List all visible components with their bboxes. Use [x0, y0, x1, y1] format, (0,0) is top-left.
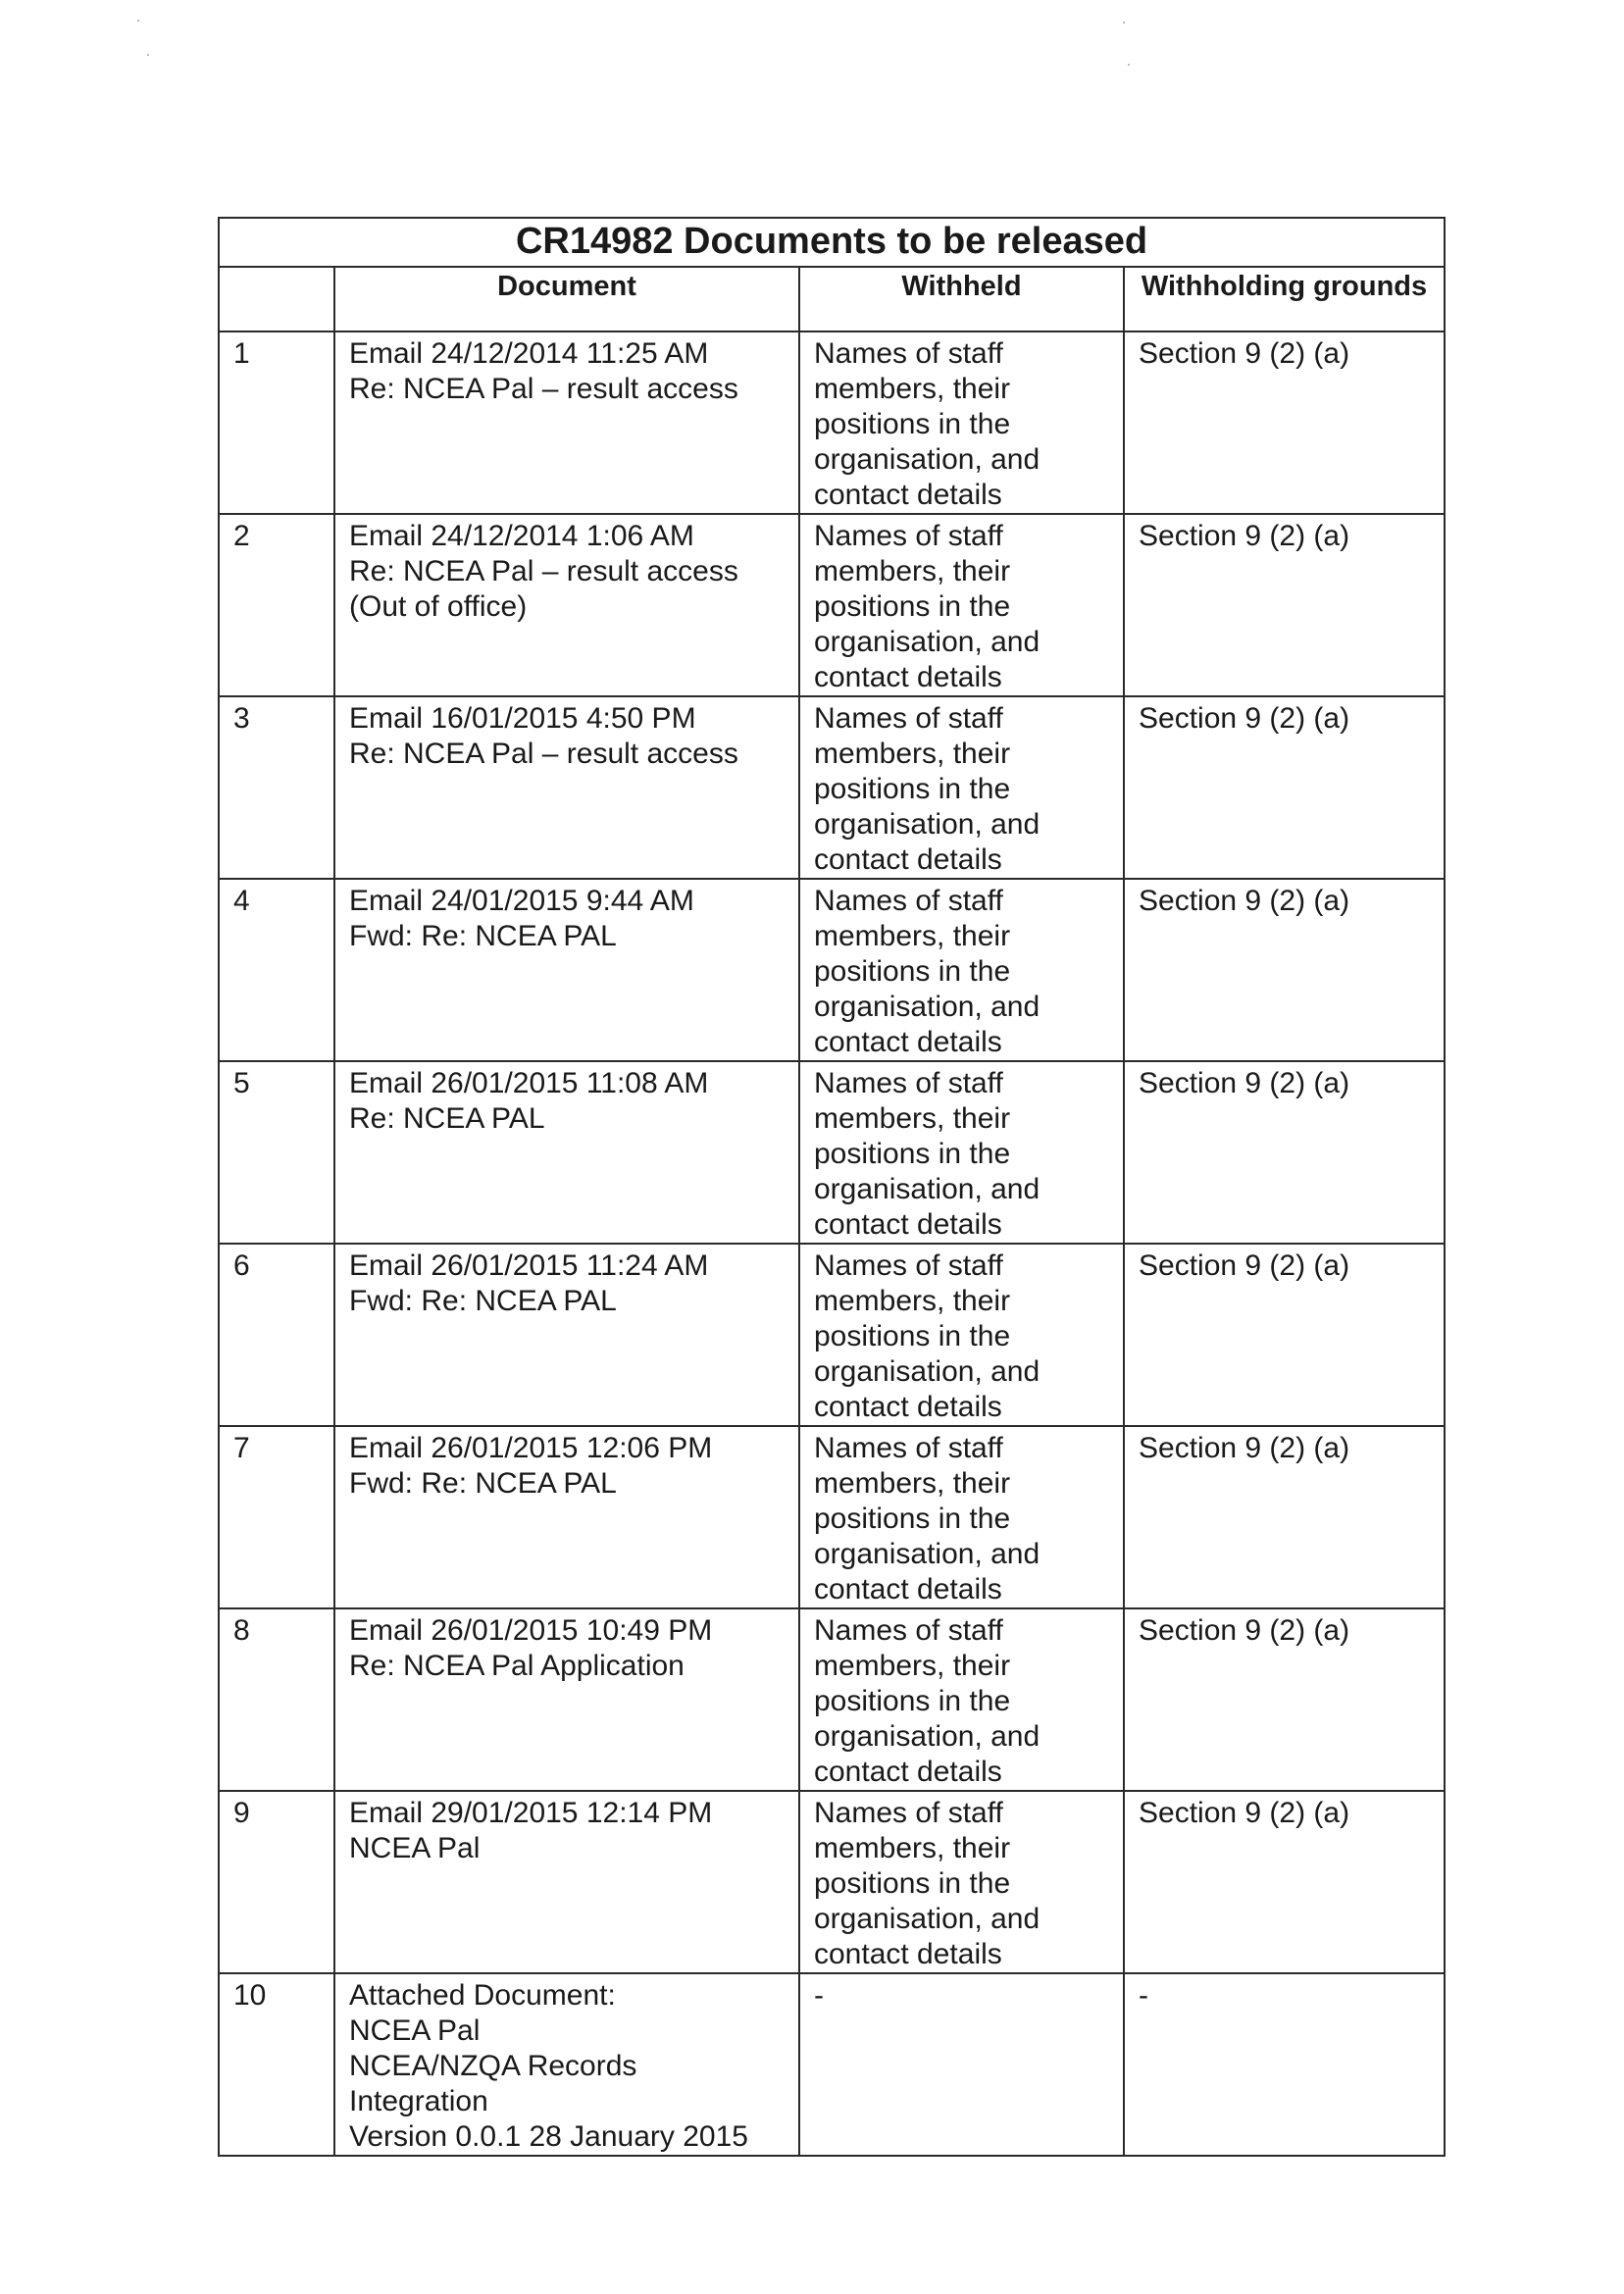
document-cell	[334, 1426, 799, 1608]
withheld-line: positions in the	[814, 1138, 1011, 1170]
withheld-line: organisation, and	[814, 808, 1040, 841]
row-number: 4	[219, 879, 334, 1061]
withheld-line: positions in the	[814, 955, 1011, 988]
row-number: 5	[219, 1061, 334, 1244]
withheld-line: organisation, and	[814, 1538, 1040, 1570]
withheld-line: positions in the	[814, 1867, 1011, 1900]
withheld-line: Names of staff	[814, 702, 1003, 735]
document-line: Email 24/01/2015 9:44 AM	[349, 885, 694, 917]
row-number: 9	[219, 1791, 334, 1973]
grounds-cell: Section 9 (2) (a)	[1124, 879, 1445, 1061]
withheld-line: members, their	[814, 1467, 1011, 1500]
withheld-line: organisation, and	[814, 443, 1040, 476]
withheld-cell	[799, 1791, 1124, 1973]
table-row	[219, 1608, 1445, 1791]
withheld-line: Names of staff	[814, 1797, 1003, 1829]
scan-speck	[137, 20, 139, 22]
row-number: 3	[219, 696, 334, 879]
header-withheld: Withheld	[799, 267, 1124, 331]
withheld-line: contact details	[814, 1573, 1002, 1606]
grounds-cell: Section 9 (2) (a)	[1124, 696, 1445, 879]
withheld-line: contact details	[814, 1208, 1002, 1241]
withheld-line: Names of staff	[814, 1249, 1003, 1282]
withheld-line: Names of staff	[814, 1067, 1003, 1099]
withheld-line: members, their	[814, 738, 1011, 770]
withheld-line: organisation, and	[814, 1903, 1040, 1935]
withheld-line: -	[814, 1979, 824, 2012]
table-row	[219, 331, 1445, 514]
document-line: NCEA Pal	[349, 1832, 481, 1864]
document-line: Email 29/01/2015 12:14 PM	[349, 1797, 713, 1829]
table-row	[219, 1426, 1445, 1608]
document-cell	[334, 1061, 799, 1244]
document-cell	[334, 1791, 799, 1973]
header-number	[219, 267, 334, 331]
withheld-line: contact details	[814, 843, 1002, 876]
withheld-line: members, their	[814, 373, 1011, 405]
document-cell	[334, 1608, 799, 1791]
grounds-cell: Section 9 (2) (a)	[1124, 1426, 1445, 1608]
document-line: Email 24/12/2014 1:06 AM	[349, 520, 694, 552]
withheld-cell	[799, 1244, 1124, 1426]
document-line: Re: NCEA Pal – result access	[349, 738, 738, 770]
document-line: Version 0.0.1 28 January 2015	[349, 2120, 748, 2153]
scan-speck	[1128, 64, 1130, 66]
grounds-cell: Section 9 (2) (a)	[1124, 1061, 1445, 1244]
document-line: NCEA Pal	[349, 2014, 481, 2047]
withheld-cell	[799, 1061, 1124, 1244]
document-line: Fwd: Re: NCEA PAL	[349, 1467, 617, 1500]
document-line: Attached Document:	[349, 1979, 616, 2012]
withheld-line: members, their	[814, 1650, 1011, 1682]
table-row	[219, 1061, 1445, 1244]
document-line: Re: NCEA Pal Application	[349, 1650, 685, 1682]
grounds-cell: Section 9 (2) (a)	[1124, 331, 1445, 514]
row-number: 7	[219, 1426, 334, 1608]
withheld-line: contact details	[814, 661, 1002, 693]
withheld-line: organisation, and	[814, 991, 1040, 1023]
document-cell	[334, 1973, 799, 2156]
document-cell	[334, 331, 799, 514]
withheld-line: positions in the	[814, 590, 1011, 623]
document-line: (Out of office)	[349, 590, 528, 623]
document-line: Email 26/01/2015 11:24 AM	[349, 1249, 709, 1282]
withheld-line: positions in the	[814, 1320, 1011, 1352]
withheld-cell	[799, 331, 1124, 514]
document-line: Email 24/12/2014 11:25 AM	[349, 337, 709, 370]
document-cell	[334, 879, 799, 1061]
withheld-line: contact details	[814, 479, 1002, 511]
withheld-cell	[799, 1426, 1124, 1608]
row-number: 1	[219, 331, 334, 514]
row-number: 2	[219, 514, 334, 696]
withheld-line: Names of staff	[814, 1432, 1003, 1464]
document-line: Fwd: Re: NCEA PAL	[349, 1285, 617, 1317]
document-cell	[334, 1244, 799, 1426]
grounds-cell: Section 9 (2) (a)	[1124, 1244, 1445, 1426]
withheld-line: members, their	[814, 920, 1011, 952]
scan-speck	[1123, 22, 1125, 24]
table-body	[219, 331, 1445, 2156]
withheld-line: organisation, and	[814, 1173, 1040, 1205]
grounds-cell: Section 9 (2) (a)	[1124, 1608, 1445, 1791]
table-row	[219, 1791, 1445, 1973]
header-withholding-grounds: Withholding grounds	[1124, 267, 1445, 331]
withheld-cell	[799, 1608, 1124, 1791]
withheld-cell	[799, 514, 1124, 696]
withheld-line: contact details	[814, 1026, 1002, 1058]
grounds-cell: Section 9 (2) (a)	[1124, 1791, 1445, 1973]
withheld-line: members, their	[814, 555, 1011, 587]
withheld-line: Names of staff	[814, 337, 1003, 370]
withheld-line: contact details	[814, 1756, 1002, 1788]
document-line: Fwd: Re: NCEA PAL	[349, 920, 617, 952]
withheld-cell	[799, 696, 1124, 879]
withheld-line: members, their	[814, 1832, 1011, 1864]
withheld-line: members, their	[814, 1102, 1011, 1135]
document-line: Email 26/01/2015 10:49 PM	[349, 1614, 713, 1647]
withheld-line: contact details	[814, 1938, 1002, 1970]
row-number: 8	[219, 1608, 334, 1791]
withheld-line: contact details	[814, 1391, 1002, 1423]
withheld-line: Names of staff	[814, 520, 1003, 552]
withheld-line: organisation, and	[814, 1355, 1040, 1388]
document-line: Email 26/01/2015 12:06 PM	[349, 1432, 713, 1464]
document-line: NCEA/NZQA Records	[349, 2050, 637, 2082]
withheld-line: positions in the	[814, 1685, 1011, 1717]
documents-table	[218, 217, 1446, 2157]
withheld-line: positions in the	[814, 773, 1011, 805]
row-number: 6	[219, 1244, 334, 1426]
document-line: Email 26/01/2015 11:08 AM	[349, 1067, 709, 1099]
grounds-cell: -	[1124, 1973, 1445, 2156]
scan-speck	[147, 54, 149, 56]
table-row	[219, 696, 1445, 879]
withheld-cell	[799, 879, 1124, 1061]
withheld-line: positions in the	[814, 408, 1011, 440]
withheld-line: positions in the	[814, 1503, 1011, 1535]
document-line: Integration	[349, 2085, 488, 2117]
table-row	[219, 514, 1445, 696]
table-row	[219, 1244, 1445, 1426]
withheld-line: Names of staff	[814, 885, 1003, 917]
withheld-line: organisation, and	[814, 626, 1040, 658]
document-cell	[334, 696, 799, 879]
document-cell	[334, 514, 799, 696]
grounds-cell: Section 9 (2) (a)	[1124, 514, 1445, 696]
withheld-line: members, their	[814, 1285, 1011, 1317]
withheld-line: Names of staff	[814, 1614, 1003, 1647]
table-row	[219, 1973, 1445, 2156]
header-document: Document	[334, 267, 799, 331]
withheld-cell	[799, 1973, 1124, 2156]
table-row	[219, 879, 1445, 1061]
document-line: Re: NCEA Pal – result access	[349, 555, 738, 587]
table-title: CR14982 Documents to be released	[219, 218, 1445, 267]
withheld-line: organisation, and	[814, 1720, 1040, 1753]
document-line: Email 16/01/2015 4:50 PM	[349, 702, 696, 735]
row-number: 10	[219, 1973, 334, 2156]
document-line: Re: NCEA PAL	[349, 1102, 545, 1135]
document-line: Re: NCEA Pal – result access	[349, 373, 738, 405]
